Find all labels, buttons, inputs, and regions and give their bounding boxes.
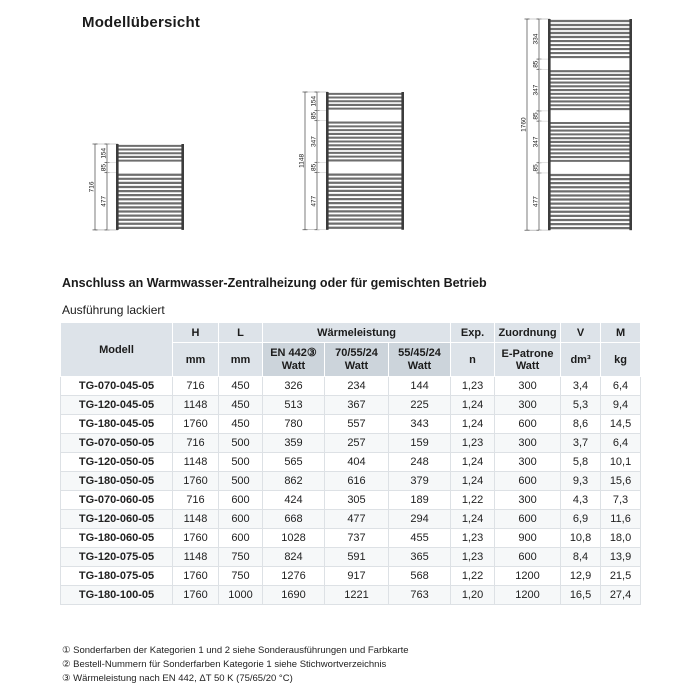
value-cell: 305 xyxy=(325,491,389,510)
section-heading: Anschluss an Warmwasser-Zentralheizung oder für gemischten Betrieb xyxy=(62,276,487,290)
col-header-waermeleistung: Wärmeleistung xyxy=(263,323,451,343)
value-cell: 557 xyxy=(325,415,389,434)
footnote-2: ② Bestell-Nummern für Sonderfarben Kategorie 1 siehe Stichwortverzeichnis xyxy=(62,659,387,670)
col-header-v: V xyxy=(561,323,601,343)
svg-text:85: 85 xyxy=(310,112,318,120)
unit-l-mm: mm xyxy=(219,343,263,377)
value-cell: 11,6 xyxy=(601,510,641,529)
value-cell: 1760 xyxy=(173,586,219,605)
value-cell: 668 xyxy=(263,510,325,529)
value-cell: 8,6 xyxy=(561,415,601,434)
epatrone-label: E-Patrone xyxy=(501,347,554,360)
radiator-diagram xyxy=(86,139,188,235)
value-cell: 1,24 xyxy=(451,510,495,529)
en442-unit: Watt xyxy=(281,359,306,372)
value-cell: 10,1 xyxy=(601,453,641,472)
model-cell: TG-070-060-05 xyxy=(61,491,173,510)
value-cell: 1200 xyxy=(495,567,561,586)
value-cell: 12,9 xyxy=(561,567,601,586)
value-cell: 600 xyxy=(495,548,561,567)
value-cell: 1000 xyxy=(219,586,263,605)
page-title: Modellübersicht xyxy=(82,14,201,31)
value-cell: 1760 xyxy=(173,415,219,434)
svg-text:477: 477 xyxy=(310,195,318,207)
value-cell: 248 xyxy=(389,453,451,472)
value-cell: 616 xyxy=(325,472,389,491)
value-cell: 1,24 xyxy=(451,453,495,472)
value-cell: 27,4 xyxy=(601,586,641,605)
value-cell: 3,7 xyxy=(561,434,601,453)
value-cell: 716 xyxy=(173,377,219,396)
model-cell: TG-120-050-05 xyxy=(61,453,173,472)
radiator-diagram xyxy=(518,14,636,235)
value-cell: 1,24 xyxy=(451,396,495,415)
value-cell: 16,5 xyxy=(561,586,601,605)
radiator-diagrams-area xyxy=(0,0,700,262)
value-cell: 5,8 xyxy=(561,453,601,472)
col-header-zuordnung: Zuordnung xyxy=(495,323,561,343)
unit-h-mm: mm xyxy=(173,343,219,377)
table-row xyxy=(61,491,641,510)
value-cell: 1,23 xyxy=(451,434,495,453)
value-cell: 3,4 xyxy=(561,377,601,396)
value-cell: 225 xyxy=(389,396,451,415)
value-cell: 1690 xyxy=(263,586,325,605)
svg-text:154: 154 xyxy=(100,147,108,159)
value-cell: 1,22 xyxy=(451,567,495,586)
value-cell: 14,5 xyxy=(601,415,641,434)
value-cell: 600 xyxy=(495,510,561,529)
value-cell: 1,20 xyxy=(451,586,495,605)
svg-text:85: 85 xyxy=(532,112,540,120)
value-cell: 5,3 xyxy=(561,396,601,415)
value-cell: 1,24 xyxy=(451,472,495,491)
col-header-55-45-24 xyxy=(389,343,451,377)
table-row xyxy=(61,548,641,567)
value-cell: 716 xyxy=(173,491,219,510)
value-cell: 1760 xyxy=(173,529,219,548)
value-cell: 404 xyxy=(325,453,389,472)
table-row xyxy=(61,472,641,491)
c70-label: 70/55/24 xyxy=(335,346,378,359)
value-cell: 600 xyxy=(495,415,561,434)
value-cell: 234 xyxy=(325,377,389,396)
value-cell: 7,3 xyxy=(601,491,641,510)
value-cell: 6,9 xyxy=(561,510,601,529)
svg-text:716: 716 xyxy=(88,181,96,193)
model-cell: TG-070-045-05 xyxy=(61,377,173,396)
value-cell: 900 xyxy=(495,529,561,548)
svg-text:154: 154 xyxy=(310,96,318,107)
col-header-70-55-24 xyxy=(325,343,389,377)
value-cell: 1148 xyxy=(173,548,219,567)
value-cell: 477 xyxy=(325,510,389,529)
value-cell: 750 xyxy=(219,548,263,567)
value-cell: 750 xyxy=(219,567,263,586)
model-cell: TG-120-075-05 xyxy=(61,548,173,567)
unit-m-kg: kg xyxy=(601,343,641,377)
model-cell: TG-180-100-05 xyxy=(61,586,173,605)
col-header-en442 xyxy=(263,343,325,377)
value-cell: 600 xyxy=(219,491,263,510)
svg-text:85: 85 xyxy=(310,164,318,172)
footnote-3: ③ Wärmeleistung nach EN 442, ΔT 50 K (75/65/20 °C) xyxy=(62,673,293,684)
value-cell: 763 xyxy=(389,586,451,605)
value-cell: 591 xyxy=(325,548,389,567)
svg-text:334: 334 xyxy=(532,33,540,45)
value-cell: 13,9 xyxy=(601,548,641,567)
header-row-1 xyxy=(61,323,641,343)
value-cell: 1148 xyxy=(173,396,219,415)
value-cell: 9,4 xyxy=(601,396,641,415)
footnotes xyxy=(62,644,409,686)
value-cell: 1,23 xyxy=(451,548,495,567)
value-cell: 300 xyxy=(495,377,561,396)
value-cell: 600 xyxy=(219,529,263,548)
value-cell: 159 xyxy=(389,434,451,453)
value-cell: 1221 xyxy=(325,586,389,605)
svg-text:85: 85 xyxy=(100,164,108,172)
value-cell: 500 xyxy=(219,472,263,491)
value-cell: 6,4 xyxy=(601,377,641,396)
value-cell: 15,6 xyxy=(601,472,641,491)
table-header xyxy=(61,323,641,377)
value-cell: 568 xyxy=(389,567,451,586)
value-cell: 600 xyxy=(219,510,263,529)
svg-text:347: 347 xyxy=(532,136,540,148)
value-cell: 1,23 xyxy=(451,377,495,396)
value-cell: 9,3 xyxy=(561,472,601,491)
c55-unit: Watt xyxy=(407,359,432,372)
svg-text:85: 85 xyxy=(532,60,540,68)
value-cell: 300 xyxy=(495,396,561,415)
table-body xyxy=(61,377,641,605)
value-cell: 300 xyxy=(495,491,561,510)
value-cell: 862 xyxy=(263,472,325,491)
value-cell: 367 xyxy=(325,396,389,415)
svg-text:347: 347 xyxy=(310,136,318,148)
value-cell: 500 xyxy=(219,453,263,472)
value-cell: 450 xyxy=(219,377,263,396)
svg-text:1148: 1148 xyxy=(298,154,306,169)
value-cell: 500 xyxy=(219,434,263,453)
model-table xyxy=(60,322,641,605)
table-row xyxy=(61,586,641,605)
value-cell: 300 xyxy=(495,434,561,453)
value-cell: 1148 xyxy=(173,510,219,529)
value-cell: 21,5 xyxy=(601,567,641,586)
svg-text:1760: 1760 xyxy=(520,117,528,132)
value-cell: 780 xyxy=(263,415,325,434)
model-cell: TG-180-075-05 xyxy=(61,567,173,586)
epatrone-unit: Watt xyxy=(515,359,540,372)
model-table-wrapper xyxy=(60,322,640,605)
value-cell: 189 xyxy=(389,491,451,510)
c70-unit: Watt xyxy=(344,359,369,372)
value-cell: 513 xyxy=(263,396,325,415)
table-row xyxy=(61,434,641,453)
value-cell: 1,22 xyxy=(451,491,495,510)
table-row xyxy=(61,510,641,529)
unit-exp-n: n xyxy=(451,343,495,377)
value-cell: 343 xyxy=(389,415,451,434)
value-cell: 737 xyxy=(325,529,389,548)
section-subheading: Ausführung lackiert xyxy=(62,303,165,317)
col-header-m: M xyxy=(601,323,641,343)
table-row xyxy=(61,396,641,415)
col-header-modell: Modell xyxy=(61,323,173,377)
value-cell: 450 xyxy=(219,396,263,415)
value-cell: 6,4 xyxy=(601,434,641,453)
col-header-e-patrone xyxy=(495,343,561,377)
value-cell: 1,23 xyxy=(451,529,495,548)
footnote-1: ① Sonderfarben der Kategorien 1 und 2 siehe Sonderausführungen und Farbkarte xyxy=(62,645,409,656)
value-cell: 10,8 xyxy=(561,529,601,548)
model-cell: TG-070-050-05 xyxy=(61,434,173,453)
value-cell: 144 xyxy=(389,377,451,396)
value-cell: 379 xyxy=(389,472,451,491)
value-cell: 1760 xyxy=(173,567,219,586)
c55-label: 55/45/24 xyxy=(398,346,441,359)
value-cell: 8,4 xyxy=(561,548,601,567)
table-row xyxy=(61,453,641,472)
value-cell: 917 xyxy=(325,567,389,586)
table-row xyxy=(61,529,641,548)
svg-text:477: 477 xyxy=(532,195,540,207)
value-cell: 326 xyxy=(263,377,325,396)
value-cell: 365 xyxy=(389,548,451,567)
value-cell: 294 xyxy=(389,510,451,529)
value-cell: 1760 xyxy=(173,472,219,491)
value-cell: 1276 xyxy=(263,567,325,586)
value-cell: 424 xyxy=(263,491,325,510)
col-header-h: H xyxy=(173,323,219,343)
value-cell: 359 xyxy=(263,434,325,453)
en442-label: EN 442③ xyxy=(270,346,317,359)
value-cell: 716 xyxy=(173,434,219,453)
model-cell: TG-180-050-05 xyxy=(61,472,173,491)
svg-text:347: 347 xyxy=(532,84,540,96)
value-cell: 257 xyxy=(325,434,389,453)
table-row xyxy=(61,377,641,396)
value-cell: 1200 xyxy=(495,586,561,605)
model-cell: TG-180-045-05 xyxy=(61,415,173,434)
svg-text:477: 477 xyxy=(100,195,108,207)
value-cell: 4,3 xyxy=(561,491,601,510)
model-cell: TG-120-045-05 xyxy=(61,396,173,415)
svg-text:85: 85 xyxy=(532,164,540,172)
value-cell: 1,24 xyxy=(451,415,495,434)
col-header-exp: Exp. xyxy=(451,323,495,343)
col-header-l: L xyxy=(219,323,263,343)
model-cell: TG-180-060-05 xyxy=(61,529,173,548)
value-cell: 600 xyxy=(495,472,561,491)
table-row xyxy=(61,567,641,586)
value-cell: 824 xyxy=(263,548,325,567)
unit-v-dm3: dm³ xyxy=(561,343,601,377)
value-cell: 18,0 xyxy=(601,529,641,548)
model-cell: TG-120-060-05 xyxy=(61,510,173,529)
value-cell: 565 xyxy=(263,453,325,472)
value-cell: 300 xyxy=(495,453,561,472)
value-cell: 450 xyxy=(219,415,263,434)
radiator-diagram xyxy=(296,87,408,235)
value-cell: 1028 xyxy=(263,529,325,548)
value-cell: 1148 xyxy=(173,453,219,472)
value-cell: 455 xyxy=(389,529,451,548)
table-row xyxy=(61,415,641,434)
